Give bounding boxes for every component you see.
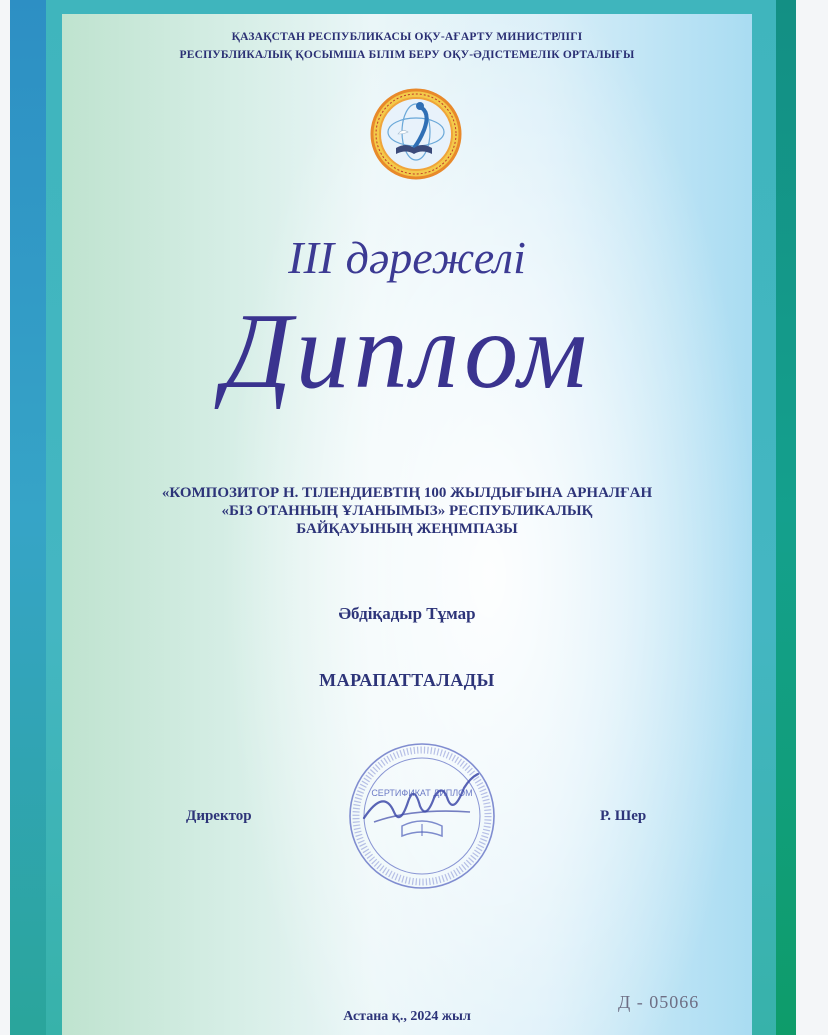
official-stamp-icon xyxy=(344,738,500,894)
right-margin xyxy=(796,0,828,1035)
awarded-label: МАРАПАТТАЛАДЫ xyxy=(319,670,495,690)
recipient-name: Әбдіқадыр Тұмар xyxy=(338,604,476,623)
award-line-2: «БІЗ ОТАННЫҢ ҰЛАНЫМЫЗ» РЕСПУБЛИКАЛЫҚ xyxy=(221,503,593,519)
diploma-number: Д - 05066 xyxy=(618,992,700,1012)
organization-logo-icon xyxy=(370,88,462,180)
signer-name: Р. Шер xyxy=(600,808,647,824)
place-and-year: Астана қ., 2024 жыл xyxy=(343,1009,471,1024)
director-label: Директор xyxy=(186,808,252,824)
diploma-paper xyxy=(62,14,752,1035)
left-stripe xyxy=(10,0,46,1035)
stamp-text: СЕРТИФИКАТ ДИПЛОМ xyxy=(371,788,473,798)
diploma-title: Диплом xyxy=(223,292,591,411)
left-margin xyxy=(0,0,10,1035)
right-stripe xyxy=(776,0,796,1035)
center-heading: РЕСПУБЛИКАЛЫҚ ҚОСЫМША БІЛІМ БЕРУ ОҚУ-ӘДІСТЕМЕЛІК ОРТАЛЫҒЫ xyxy=(179,49,635,61)
award-description xyxy=(102,484,712,538)
award-line-3: БАЙҚАУЫНЫҢ ЖЕҢІМПАЗЫ xyxy=(296,521,518,537)
award-line-1: «КОМПОЗИТОР Н. ТІЛЕНДИЕВТІҢ 100 ЖЫЛДЫҒЫНА АРНАЛҒАН xyxy=(161,485,653,501)
ministry-heading: ҚАЗАҚСТАН РЕСПУБЛИКАСЫ ОҚУ-АҒАРТУ МИНИСТРЛІГІ xyxy=(231,31,583,43)
degree-label: III дәрежелі xyxy=(288,232,526,283)
